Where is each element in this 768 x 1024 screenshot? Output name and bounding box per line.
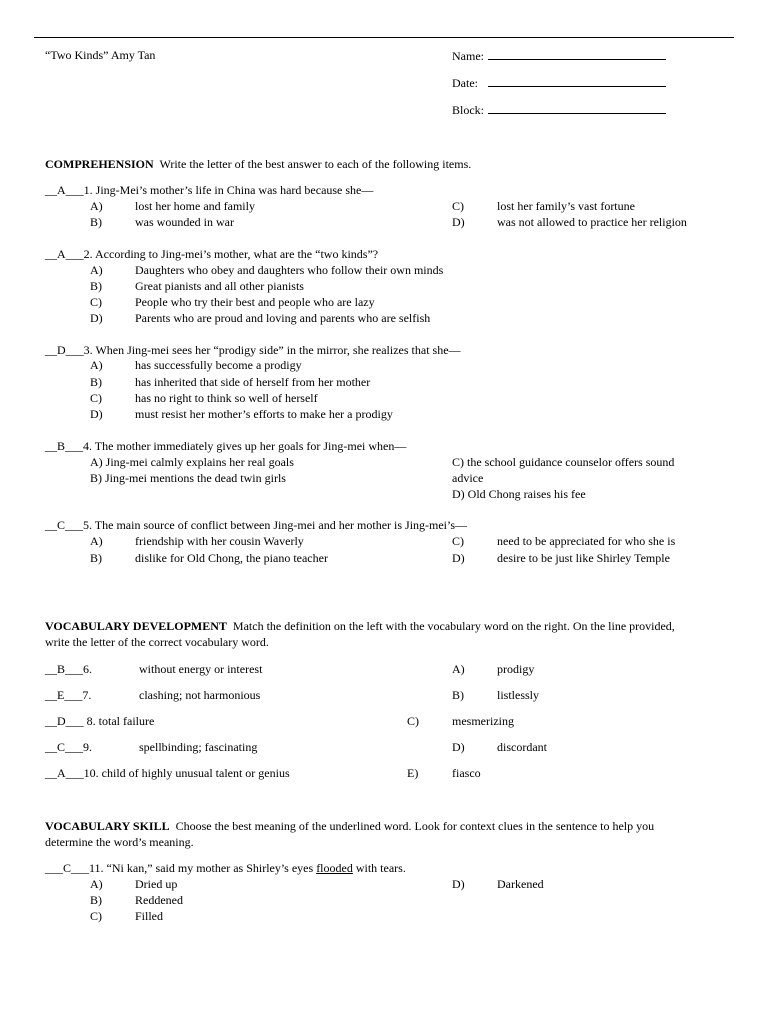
q5-choice-a-text: friendship with her cousin Waverly <box>135 534 304 548</box>
q2-choice-a-text: Daughters who obey and daughters who follow their own minds <box>135 263 444 277</box>
q5-stem: __C___5. The main source of conflict between Jing-mei and her mother is Jing-mei’s— <box>45 518 468 532</box>
name-line[interactable] <box>452 48 666 63</box>
name-blank[interactable] <box>488 48 666 60</box>
q1-choice-c-text: lost her family’s vast fortune <box>497 199 635 213</box>
q3-stem: __D___3. When Jing-mei sees her “prodigy side” in the mirror, she realizes that she— <box>45 343 461 357</box>
q3-choice-d-letter: D) <box>90 407 103 421</box>
block-label: Block: <box>452 103 484 117</box>
vocab-skill-instructions-2: determine the word’s meaning. <box>45 835 194 849</box>
q11-choice-b-letter: B) <box>90 893 102 907</box>
q11-choice-c-text: Filled <box>135 909 164 923</box>
vocab-dev-instructions-1: Match the definition on the left with the vocabulary word on the right. On the line provided, <box>232 619 675 633</box>
q1-choice-d-letter: D) <box>452 215 465 229</box>
vocab-skill-heading-line <box>45 819 654 833</box>
q3-choice-d-text: must resist her mother’s efforts to make her a prodigy <box>135 407 393 421</box>
q2-choice-c-text: People who try their best and people who are lazy <box>135 295 375 309</box>
vocab-item-7-definition: clashing; not harmonious <box>139 688 261 702</box>
q11-choice-b-text: Reddened <box>135 893 183 907</box>
q3-choice-c-text: has no right to think so well of herself <box>135 391 318 405</box>
q5-choice-b-letter: B) <box>90 551 102 565</box>
vocab-word-b-letter: B) <box>452 688 464 702</box>
comprehension-instructions: Write the letter of the best answer to each of the following items. <box>159 157 472 171</box>
q4-stem: __B___4. The mother immediately gives up her goals for Jing-mei when— <box>45 439 407 453</box>
q5-choice-d-text: desire to be just like Shirley Temple <box>497 551 670 565</box>
vocab-item-10-answer: __A___10. child of highly unusual talent or genius <box>45 766 290 780</box>
q3-choice-a-text: has successfully become a prodigy <box>135 358 302 372</box>
q11-choice-d-letter: D) <box>452 877 465 891</box>
name-label: Name: <box>452 49 484 63</box>
worksheet-title: “Two Kinds” Amy Tan <box>45 48 156 62</box>
q11-choice-c-letter: C) <box>90 909 102 923</box>
q1-choice-d-text: was not allowed to practice her religion <box>497 215 687 229</box>
q2-choice-d-letter: D) <box>90 311 103 325</box>
q5-choice-c-letter: C) <box>452 534 464 548</box>
q4-choice-b: B) Jing-mei mentions the dead twin girls <box>90 471 286 485</box>
q4-choice-c-line1: C) the school guidance counselor offers sound <box>452 455 675 469</box>
vocab-skill-instructions-1: Choose the best meaning of the underlined word. Look for context clues in the sentence to help you <box>175 819 655 833</box>
top-rule <box>34 37 734 38</box>
vocab-word-d-letter: D) <box>452 740 465 754</box>
q2-stem: __A___2. According to Jing-mei’s mother, what are the “two kinds”? <box>45 247 379 261</box>
q5-choice-d-letter: D) <box>452 551 465 565</box>
vocab-item-8-answer: __D___ 8. total failure <box>45 714 155 728</box>
vocab-dev-instructions-2: write the letter of the correct vocabulary word. <box>45 635 269 649</box>
vocab-word-e: fiasco <box>452 766 481 780</box>
q4-choice-a: A) Jing-mei calmly explains her real goals <box>90 455 294 469</box>
vocab-item-7-answer: __E___7. <box>45 688 92 702</box>
q1-choice-b-text: was wounded in war <box>135 215 234 229</box>
block-line[interactable] <box>452 102 666 117</box>
q1-choice-c-letter: C) <box>452 199 464 213</box>
date-blank[interactable] <box>488 75 666 87</box>
q3-choice-a-letter: A) <box>90 358 103 372</box>
vocab-word-c-letter: C) <box>407 714 419 728</box>
q3-choice-b-text: has inherited that side of herself from her mother <box>135 375 371 389</box>
q11-choice-a-text: Dried up <box>135 877 178 891</box>
q1-choice-a-text: lost her home and family <box>135 199 255 213</box>
vocab-item-9-answer: __C___9. <box>45 740 93 754</box>
q11-stem-after: with tears. <box>352 861 406 875</box>
q4-choice-c-line2: advice <box>452 471 484 485</box>
date-label: Date: <box>452 76 478 90</box>
q2-choice-b-letter: B) <box>90 279 102 293</box>
q2-choice-b-text: Great pianists and all other pianists <box>135 279 304 293</box>
vocab-word-c: mesmerizing <box>452 714 514 728</box>
q11-stem <box>45 861 406 875</box>
comprehension-heading: COMPREHENSION <box>45 157 154 171</box>
vocab-word-a: prodigy <box>497 662 535 676</box>
q2-choice-c-letter: C) <box>90 295 102 309</box>
q5-choice-c-text: need to be appreciated for who she is <box>497 534 676 548</box>
vocab-word-e-letter: E) <box>407 766 419 780</box>
vocab-item-9-definition: spellbinding; fascinating <box>139 740 258 754</box>
q11-stem-before: ___C___11. “Ni kan,” said my mother as Shirley’s eyes <box>45 861 317 875</box>
q1-choice-a-letter: A) <box>90 199 103 213</box>
vocab-item-6-definition: without energy or interest <box>139 662 263 676</box>
vocab-word-d: discordant <box>497 740 547 754</box>
comprehension-heading-line <box>45 157 471 171</box>
q1-stem: __A___1. Jing-Mei’s mother’s life in China was hard because she— <box>45 183 374 197</box>
q11-choice-d-text: Darkened <box>497 877 544 891</box>
q3-choice-b-letter: B) <box>90 375 102 389</box>
q11-choice-a-letter: A) <box>90 877 103 891</box>
block-blank[interactable] <box>488 102 666 114</box>
q1-choice-b-letter: B) <box>90 215 102 229</box>
q2-choice-d-text: Parents who are proud and loving and parents who are selfish <box>135 311 431 325</box>
vocab-dev-heading-line <box>45 619 675 633</box>
q4-choice-d: D) Old Chong raises his fee <box>452 487 586 501</box>
q3-choice-c-letter: C) <box>90 391 102 405</box>
vocab-word-a-letter: A) <box>452 662 465 676</box>
vocab-word-b: listlessly <box>497 688 540 702</box>
date-line[interactable] <box>452 75 666 90</box>
q11-underlined-word: flooded <box>316 861 353 875</box>
q2-choice-a-letter: A) <box>90 263 103 277</box>
vocab-skill-heading: VOCABULARY SKILL <box>45 819 170 833</box>
vocab-dev-heading: VOCABULARY DEVELOPMENT <box>45 619 227 633</box>
q5-choice-a-letter: A) <box>90 534 103 548</box>
vocab-item-6-answer: __B___6. <box>45 662 93 676</box>
q5-choice-b-text: dislike for Old Chong, the piano teacher <box>135 551 328 565</box>
